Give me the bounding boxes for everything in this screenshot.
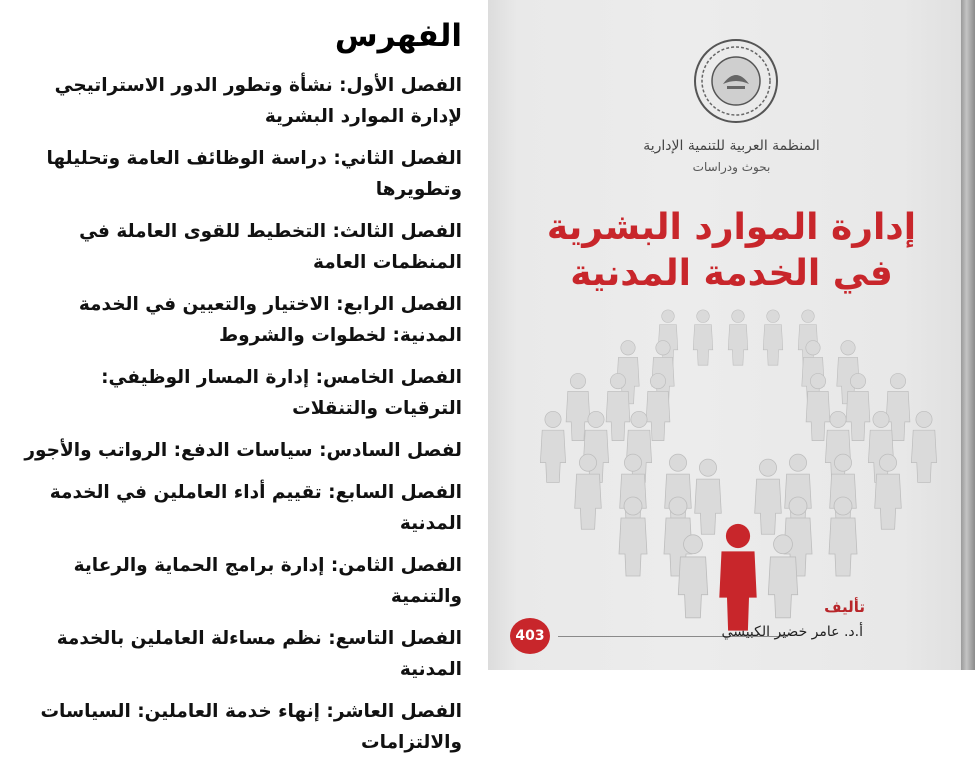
table-of-contents (0, 0, 488, 753)
organization-logo-icon (693, 38, 779, 124)
series-name: بحوث ودراسات (692, 160, 771, 174)
toc-item: الفصل السابع: تقييم أداء العاملين في الخدمة المدنية (49, 482, 462, 534)
series-number-badge: 403 (510, 618, 550, 654)
toc-item: الفصل التاسع: نظم مساءلة العاملين بالخدمة المدنية (56, 628, 462, 680)
toc-title: الفهرس (334, 18, 462, 54)
organization-name: المنظمة العربية للتنمية الإدارية (643, 138, 820, 154)
author-label: تأليف (824, 598, 865, 616)
book-spine (961, 0, 975, 670)
toc-list (22, 70, 462, 769)
toc-item: الفصل الخامس: إدارة المسار الوظيفي: الترقيات والتنقلات (101, 367, 462, 419)
toc-item: الفصل الرابع: الاختيار والتعيين في الخدمة المدنية: لخطوات والشروط (78, 294, 462, 346)
people-arrow-illustration (528, 300, 948, 660)
toc-item: الفصل الثالث: التخطيط للقوى العاملة في المنظمات العامة (79, 221, 462, 273)
toc-item: الفصل الثامن: إدارة برامج الحماية والرعاية والتنمية (73, 555, 462, 607)
book-title-line-2: في الخدمة المدنية (570, 253, 893, 294)
toc-item: الفصل الأول: نشأة وتطور الدور الاستراتيجي لإدارة الموارد البشرية (54, 75, 462, 127)
book-cover (488, 0, 975, 670)
toc-item: الفصل الثاني: دراسة الوظائف العامة وتحليلها وتطويرها (46, 148, 462, 200)
book-title (498, 205, 965, 297)
toc-item: لفصل السادس: سياسات الدفع: الرواتب والأجور (24, 440, 462, 461)
author-name: أ.د. عامر خضير الكبيسي (721, 624, 863, 640)
toc-item: الفصل العاشر: إنهاء خدمة العاملين: السياسات والالتزامات (40, 701, 462, 753)
book-title-line-1: إدارة الموارد البشرية (546, 207, 917, 248)
